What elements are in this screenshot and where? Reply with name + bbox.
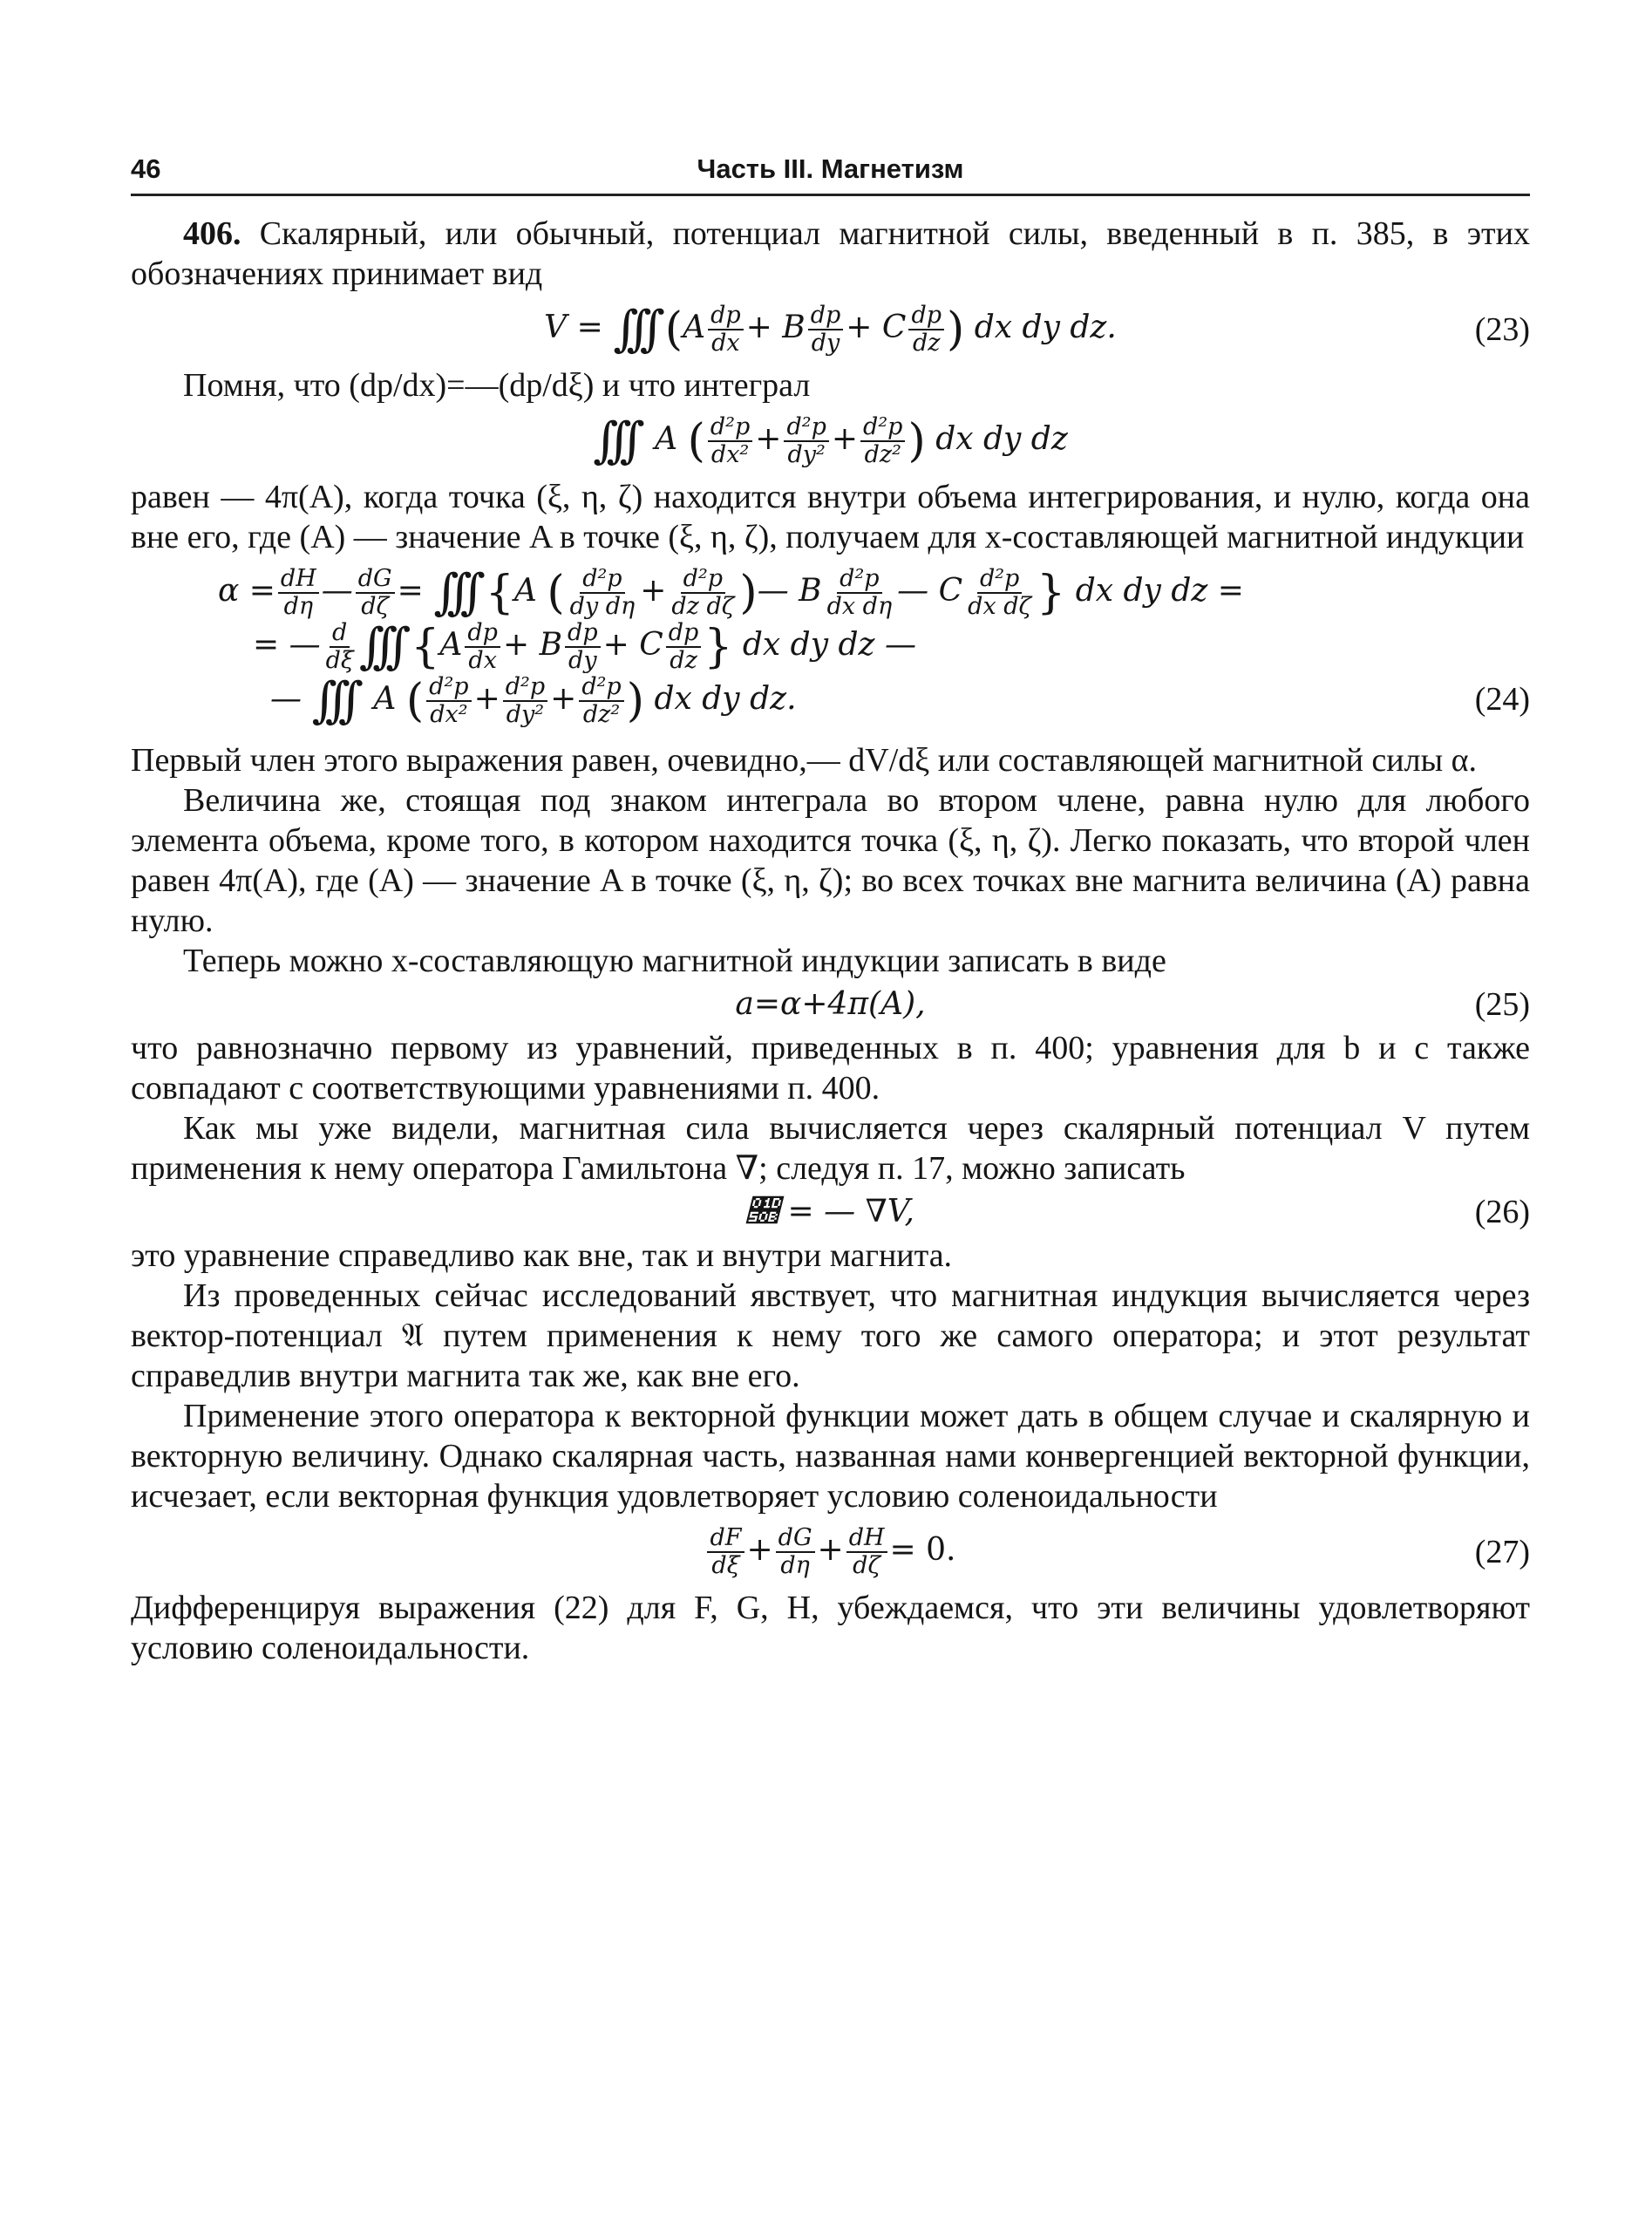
equation-number: (26) (1474, 1194, 1530, 1230)
page-number: 46 (131, 153, 161, 184)
paragraph: Как мы уже видели, магнитная сила вычисляется через скалярный потенциал V путем применения к нему оператора Гамильтона ∇; следуя п. 17, можно записать (131, 1110, 1530, 1187)
paragraph: что равнозначно первому из уравнений, приведенных в п. 400; уравнения для b и c также совпадают с соответствующими уравнениями п. 400. (131, 1030, 1530, 1107)
equation-number: (24) (1474, 681, 1530, 718)
chapter-title: Часть III. Магнетизм (697, 153, 964, 184)
paragraph: это уравнение справедливо как вне, так и внутри магнита. (131, 1237, 953, 1274)
equation-24: α = $\frac{dH}{d\eta}$ — $\frac{dG}{d\zeta}$ = ∫∫∫ {A ( $\frac{\text{d²p}}{\text{dy dη}}$ + $\frac{\text{d²p}}{\text{dz dζ}}$ )— B $\frac{\text{d²p}}{\text{dx dη}}$ — C $\frac{\text{d²p}}{\text{dx dζ}}$ } dx dy dz = = — $\frac{d}{d\xi}$ ∫∫∫ {A $\frac{dp}{dx}$ + B $\frac{dp}{dy}$ + C $\frac{dp}{dz}$ } dx dy dz — — ∫∫∫ A ( $\frac{\text{d²p}}{\text{dx²}}$ + $\frac{\text{d²p}}{\text{dy²}}$ + $\frac{\text{d²p}}{\text{dz²}}$ ) dx dy dz. (24) (218, 564, 1530, 729)
equation-23: V = ∫∫∫ (A $\frac{dp}{dx}$ + B $\frac{dp}{dy}$ + C $\frac{dp}{dz}$ ) dx dy dz. (23) (544, 301, 1530, 358)
running-header (131, 148, 1530, 187)
section-number: 406. (183, 215, 241, 252)
header-rule (131, 194, 1530, 196)
equation-number: (27) (1474, 1534, 1530, 1570)
paragraph: Из проведенных сейчас исследований явствует, что магнитная индукция вычисляется через вектор-потенциал 𝔄 путем применения к нему того же самого оператора; и этот результат справедлив внутри магнита так же, как вне его. (131, 1277, 1530, 1394)
paragraph: Помня, что (dp/dx)=—(dp/dξ) и что интеграл (183, 367, 811, 404)
paragraph: Применение этого оператора к векторной функции может дать в общем случае и скалярную и векторную величину. Однако скалярная часть, названная нами конвергенцией векторной функции, исчезает, если векторная функция удовлетворяет условию соленоидальности (131, 1398, 1530, 1515)
equation-number: (25) (1474, 986, 1530, 1023)
paragraph: Теперь можно x-составляющую магнитной индукции записать в виде (183, 943, 1166, 979)
equation-text: a=α+4π(A), (735, 986, 926, 1022)
paragraph: Первый член этого выражения равен, очевидно,— dV/dξ или составляющей магнитной силы α. (131, 742, 1478, 779)
paragraph: Дифференцируя выражения (22) для F, G, H, убеждаемся, что эти величины удовлетворяют условию соленоидальности. (131, 1590, 1530, 1666)
paragraph-406 (131, 214, 1530, 294)
equation-25 (131, 984, 1530, 1025)
paragraph-text: Скалярный, или обычный, потенциал магнитной силы, введенный в п. 385, в этих обозначениях принимает вид (131, 215, 1531, 292)
equation-number: (23) (1474, 311, 1530, 348)
equation-text: 𝔋 = — ∇V, (746, 1194, 914, 1229)
equation-integral: ∫∫∫ A ( $\frac{\text{d²p}}{\text{dx²}}$ + $\frac{\text{d²p}}{\text{dy²}}$ + $\frac{\text{d²p}}{\text{dz²}}$ ) dx dy dz (593, 412, 1068, 469)
paragraph: равен — 4π(A), когда точка (ξ, η, ζ) находится внутри объема интегрирования, и нулю, когда она вне его, где (A) — значение A в точке (ξ, η, ζ), получаем для x-составляющей магнитной индукции (131, 479, 1530, 555)
page (131, 148, 1530, 1668)
equation-27: $\frac{dF}{d\xi}$ + $\frac{dG}{d\eta}$ + $\frac{dH}{d\zeta}$ = 0. (27) (131, 1525, 1530, 1579)
equation-26 (131, 1192, 1530, 1232)
page-body (131, 214, 1530, 1668)
paragraph: Величина же, стоящая под знаком интеграла во втором члене, равна нулю для любого элемента объема, кроме того, в котором находится точка (ξ, η, ζ). Легко показать, что второй член равен 4π(A), где (A) — значение A в точке (ξ, η, ζ); во всех точках вне магнита величина (A) равна нулю. (131, 782, 1530, 939)
